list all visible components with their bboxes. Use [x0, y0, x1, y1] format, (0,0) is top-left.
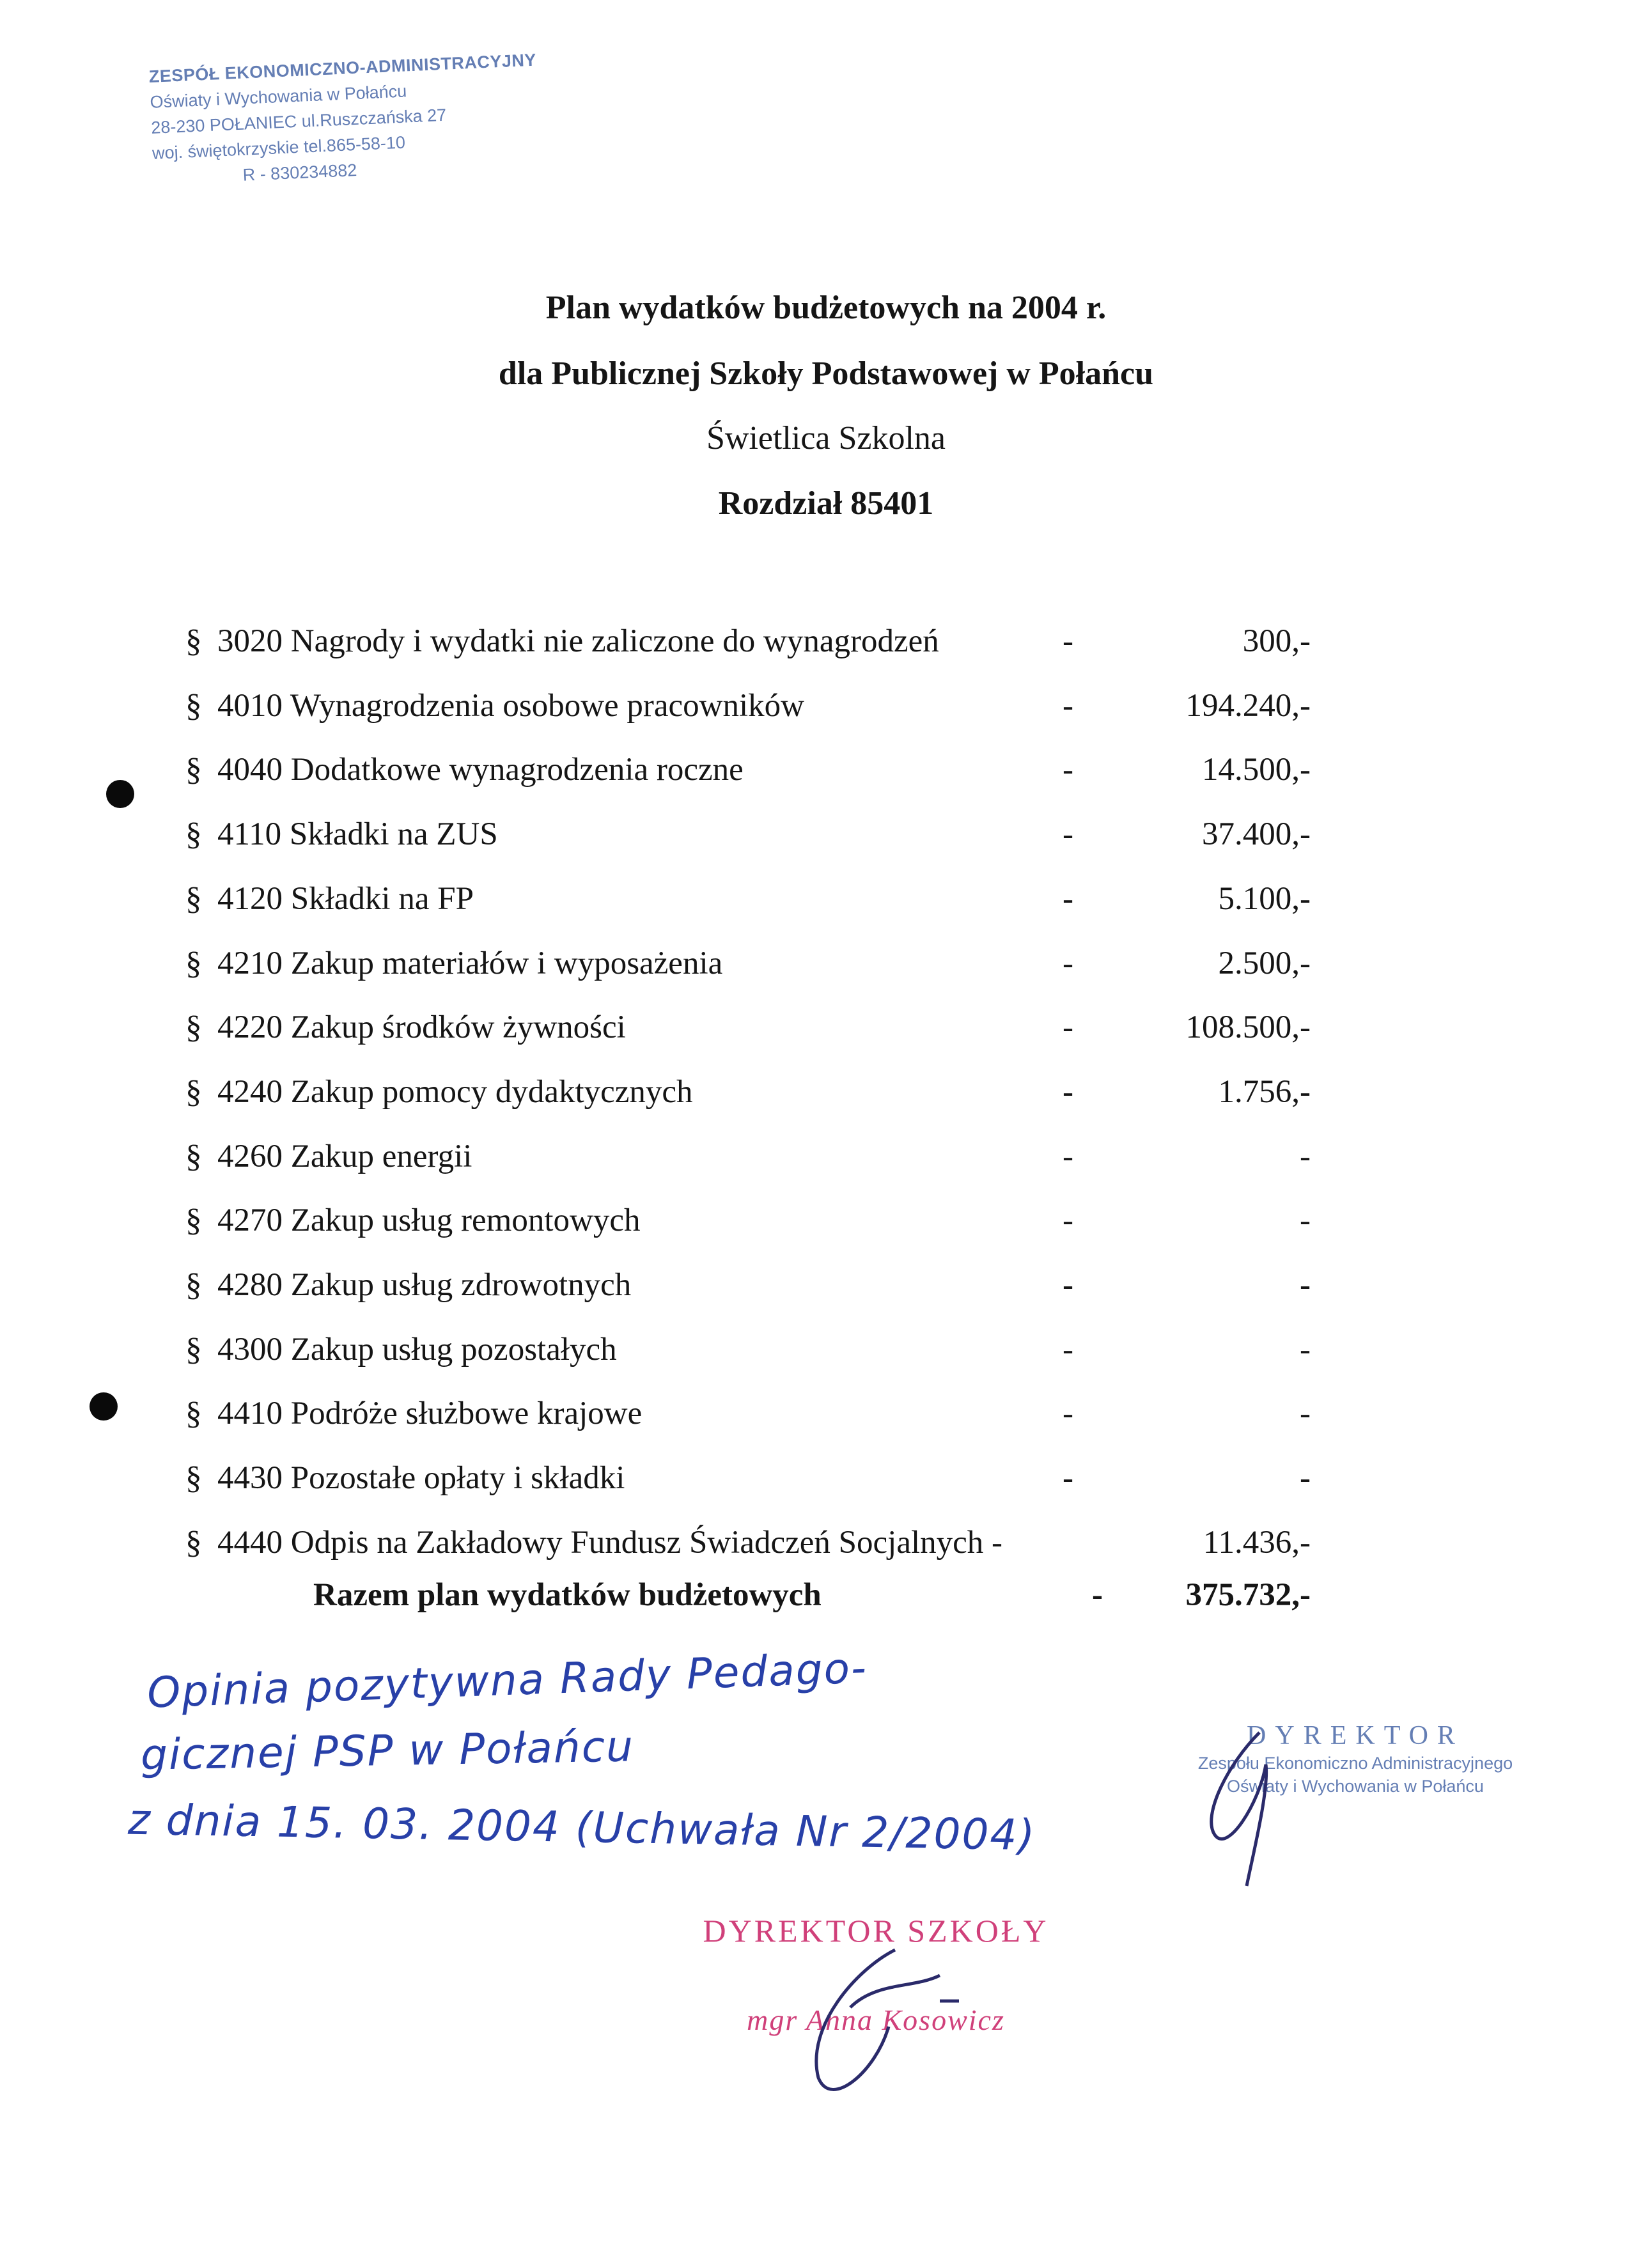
institution-stamp — [148, 47, 550, 192]
section-symbol: § — [185, 687, 202, 724]
item-dash: - — [1063, 1138, 1073, 1174]
item-label: 4110 Składki na ZUS — [217, 816, 498, 853]
director-stamp-title: DYREKTOR — [1247, 1721, 1464, 1750]
item-dash: - — [1063, 816, 1073, 853]
item-amount: 14.500,- — [1202, 752, 1311, 788]
item-label: 4300 Zakup usług pozostałych — [217, 1331, 617, 1367]
budget-item-row — [185, 1385, 1311, 1442]
item-amount: 5.100,- — [1218, 880, 1311, 917]
section-symbol: § — [185, 1331, 202, 1367]
item-dash: - — [1063, 1073, 1073, 1110]
handwritten-note-line-2: gicznej PSP w Połańcu — [140, 1722, 635, 1780]
section-symbol: § — [185, 623, 202, 659]
handwritten-note-line-3: z dnia 15. 03. 2004 (Uchwała Nr 2/2004) — [127, 1795, 1036, 1860]
item-label: 4440 Odpis na Zakładowy Fundusz Świadczeń Socjalnych - — [217, 1524, 1003, 1561]
item-amount: 108.500,- — [1185, 1009, 1311, 1046]
budget-item-row — [185, 999, 1311, 1056]
signature-icon — [748, 1931, 1004, 2122]
total-dash: - — [1092, 1577, 1103, 1613]
section-symbol: § — [185, 1524, 202, 1561]
item-dash: - — [1063, 1460, 1073, 1497]
item-dash: - — [1063, 687, 1073, 724]
budget-item-row — [185, 806, 1311, 863]
item-label: 4240 Zakup pomocy dydaktycznych — [217, 1073, 693, 1110]
budget-item-row — [185, 1192, 1311, 1249]
budget-item-row — [185, 870, 1311, 928]
item-amount: 194.240,- — [1185, 687, 1311, 724]
item-amount: 37.400,- — [1202, 816, 1311, 853]
item-label: 4280 Zakup usług zdrowotnych — [217, 1267, 632, 1303]
punch-hole-icon — [106, 780, 134, 808]
handwritten-note-line-1: Opinia pozytywna Rady Pedago- — [146, 1643, 869, 1718]
item-dash: - — [1063, 880, 1073, 917]
budget-item-row — [185, 1321, 1311, 1378]
stamp-line-4: woj. świętokrzyskie tel.865-58-10 — [152, 132, 406, 163]
section-symbol: § — [185, 1396, 202, 1432]
item-amount: - — [1300, 1396, 1311, 1432]
budget-item-row — [185, 677, 1311, 735]
item-amount: 300,- — [1242, 623, 1311, 659]
document-title: Plan wydatków budżetowych na 2004 r. — [545, 290, 1107, 326]
item-amount: 1.756,- — [1218, 1073, 1311, 1110]
item-label: 4210 Zakup materiałów i wyposażenia — [217, 945, 723, 981]
item-label: 4430 Pozostałe opłaty i składki — [217, 1460, 625, 1497]
item-amount: 11.436,- — [1203, 1524, 1311, 1561]
budget-item-row — [185, 612, 1311, 670]
item-amount: - — [1300, 1138, 1311, 1174]
stamp-line-1: ZESPÓŁ EKONOMICZNO-ADMINISTRACYJNY — [148, 50, 537, 86]
item-dash: - — [1063, 1203, 1073, 1239]
item-label: 4040 Dodatkowe wynagrodzenia roczne — [217, 752, 744, 788]
signature-icon — [1189, 1726, 1317, 1892]
item-dash: - — [1063, 1267, 1073, 1303]
section-symbol: § — [185, 1009, 202, 1046]
budget-item-row — [185, 1063, 1311, 1121]
item-dash: - — [1063, 623, 1073, 659]
item-label: 3020 Nagrody i wydatki nie zaliczone do wynagrodzeń — [217, 623, 939, 659]
budget-item-row — [185, 1449, 1311, 1507]
section-symbol: § — [185, 1267, 202, 1303]
stamp-line-2: Oświaty i Wychowania w Połańcu — [149, 81, 407, 112]
section-symbol: § — [185, 1203, 202, 1239]
item-label: 4410 Podróże służbowe krajowe — [217, 1396, 643, 1432]
item-amount: - — [1300, 1267, 1311, 1303]
budget-item-row — [185, 1514, 1311, 1571]
stamp-line-3: 28-230 POŁANIEC ul.Ruszczańska 27 — [150, 105, 447, 137]
section-symbol: § — [185, 1460, 202, 1497]
item-label: 4220 Zakup środków żywności — [217, 1009, 626, 1046]
unit-name: Świetlica Szkolna — [706, 420, 946, 456]
budget-item-row — [185, 935, 1311, 992]
section-symbol: § — [185, 1073, 202, 1110]
item-dash: - — [1063, 1396, 1073, 1432]
item-amount: - — [1300, 1460, 1311, 1497]
document-subtitle: dla Publicznej Szkoły Podstawowej w Połańcu — [498, 355, 1154, 392]
director-stamp-line-3: Oświaty i Wychowania w Połańcu — [1227, 1777, 1484, 1796]
item-amount: - — [1300, 1331, 1311, 1367]
item-label: 4120 Składki na FP — [217, 880, 474, 917]
item-dash: - — [1063, 752, 1073, 788]
item-dash: - — [1063, 1331, 1073, 1367]
punch-hole-icon — [90, 1392, 118, 1421]
chapter-label: Rozdział 85401 — [718, 485, 934, 522]
item-dash: - — [1063, 945, 1073, 981]
total-label: Razem plan wydatków budżetowych — [313, 1577, 822, 1613]
section-symbol: § — [185, 1138, 202, 1174]
total-amount: 375.732,- — [1185, 1577, 1311, 1613]
section-symbol: § — [185, 880, 202, 917]
item-dash: - — [1063, 1009, 1073, 1046]
section-symbol: § — [185, 945, 202, 981]
school-director-name: mgr Anna Kosowicz — [747, 2004, 1005, 2036]
budget-item-row — [185, 1256, 1311, 1314]
budget-item-row — [185, 1128, 1311, 1185]
total-row — [185, 1566, 1311, 1624]
item-label: 4010 Wynagrodzenia osobowe pracowników — [217, 687, 804, 724]
budget-item-row — [185, 741, 1311, 798]
item-amount: 2.500,- — [1218, 945, 1311, 981]
item-amount: - — [1300, 1203, 1311, 1239]
section-symbol: § — [185, 816, 202, 853]
school-director-title: DYREKTOR SZKOŁY — [703, 1913, 1049, 1949]
item-label: 4260 Zakup energii — [217, 1138, 472, 1174]
section-symbol: § — [185, 752, 202, 788]
stamp-line-5: R - 830234882 — [242, 160, 357, 185]
item-label: 4270 Zakup usług remontowych — [217, 1203, 641, 1239]
director-stamp-line-2: Zespołu Ekonomiczno Administracyjnego — [1197, 1754, 1513, 1773]
